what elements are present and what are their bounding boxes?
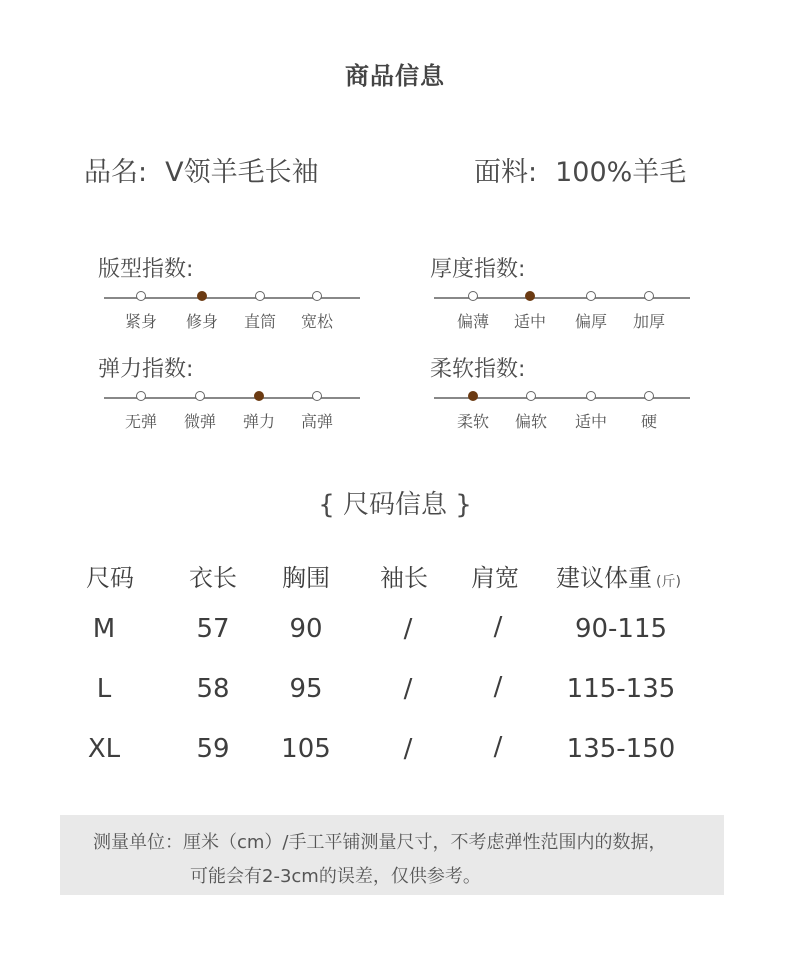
- note-line-1: 测量单位：厘米（cm）/手工平铺测量尺寸，不考虑弹性范围内的数据，: [93, 832, 667, 853]
- thickness-index-scale: [434, 287, 690, 333]
- scale-option-label: 弹力: [242, 412, 275, 431]
- table-cell: XL: [87, 734, 121, 764]
- elasticity-index-label: 弹力指数:: [98, 357, 194, 382]
- scale-dot-selected: [525, 291, 535, 301]
- fabric-label: 面料:: [474, 157, 538, 188]
- scale-option-label: 偏软: [514, 412, 547, 431]
- table-cell: M: [92, 614, 116, 644]
- scale-dot: [136, 291, 146, 301]
- scale-option-label: 微弹: [183, 412, 216, 431]
- scale-option-label: 偏薄: [456, 312, 489, 331]
- header-weight: [556, 558, 726, 593]
- scale-option-label: 偏厚: [574, 312, 607, 331]
- product-name-value: V领羊毛长袖: [165, 157, 319, 188]
- product-name: [84, 150, 319, 189]
- table-cell: 90: [289, 614, 323, 644]
- softness-index-scale: [434, 387, 690, 433]
- measurement-note: [60, 815, 724, 895]
- product-name-label: 品名:: [84, 157, 148, 188]
- note-line-2: 可能会有2-3cm的误差，仅供参考。: [190, 866, 481, 887]
- fabric-value: 100%羊毛: [555, 157, 687, 188]
- table-cell: 105: [281, 734, 331, 764]
- scale-dot-selected: [468, 391, 478, 401]
- table-cell: 135-150: [566, 734, 676, 764]
- page-title: 商品信息: [345, 62, 445, 90]
- scale-option-label: 紧身: [124, 312, 157, 331]
- scale-option-label: 硬: [640, 412, 657, 431]
- table-cell: /: [493, 612, 503, 642]
- table-cell: 58: [196, 674, 230, 704]
- header-size: 尺码: [86, 564, 134, 592]
- scale-dot-selected: [197, 291, 207, 301]
- scale-dot: [195, 391, 205, 401]
- scale-dot: [312, 391, 322, 401]
- header-shoulder: 肩宽: [471, 564, 519, 592]
- table-cell: /: [403, 614, 413, 644]
- fit-index-scale: [104, 287, 360, 333]
- scale-option-label: 柔软: [456, 412, 489, 431]
- table-cell: 115-135: [566, 674, 676, 704]
- scale-option-label: 高弹: [300, 412, 333, 431]
- header-sleeve: 袖长: [380, 564, 428, 592]
- scale-option-label: 宽松: [300, 312, 333, 331]
- scale-dot-selected: [254, 391, 264, 401]
- thickness-index-label: 厚度指数:: [430, 257, 526, 282]
- header-chest: 胸围: [282, 564, 330, 592]
- scale-dot: [136, 391, 146, 401]
- scale-option-label: 无弹: [124, 412, 157, 431]
- header-length: 衣长: [189, 564, 237, 592]
- scale-dot: [586, 291, 596, 301]
- scale-option-label: 加厚: [632, 312, 665, 331]
- softness-index-label: 柔软指数:: [430, 357, 526, 382]
- table-cell: 57: [196, 614, 230, 644]
- table-cell: /: [403, 734, 413, 764]
- scale-option-label: 直筒: [243, 312, 276, 331]
- scale-option-label: 适中: [574, 412, 607, 431]
- elasticity-index-scale: [104, 387, 360, 433]
- weight-unit: (斤): [656, 574, 681, 590]
- table-cell: /: [493, 672, 503, 702]
- scale-dot: [468, 291, 478, 301]
- size-section-title: { 尺码信息 }: [318, 490, 472, 520]
- scale-dot: [644, 391, 654, 401]
- table-cell: L: [96, 674, 112, 704]
- table-cell: 90-115: [574, 614, 668, 644]
- scale-dot: [586, 391, 596, 401]
- table-cell: 59: [196, 734, 230, 764]
- scale-dot: [255, 291, 265, 301]
- fit-index-label: 版型指数:: [98, 257, 194, 282]
- product-fabric: [474, 150, 686, 189]
- scale-dot: [312, 291, 322, 301]
- table-cell: /: [403, 674, 413, 704]
- table-cell: 95: [289, 674, 323, 704]
- scale-option-label: 适中: [513, 312, 546, 331]
- scale-dot: [526, 391, 536, 401]
- scale-dot: [644, 291, 654, 301]
- table-cell: /: [493, 732, 503, 762]
- scale-option-label: 修身: [185, 312, 218, 331]
- header-weight-label: 建议体重: [556, 564, 652, 592]
